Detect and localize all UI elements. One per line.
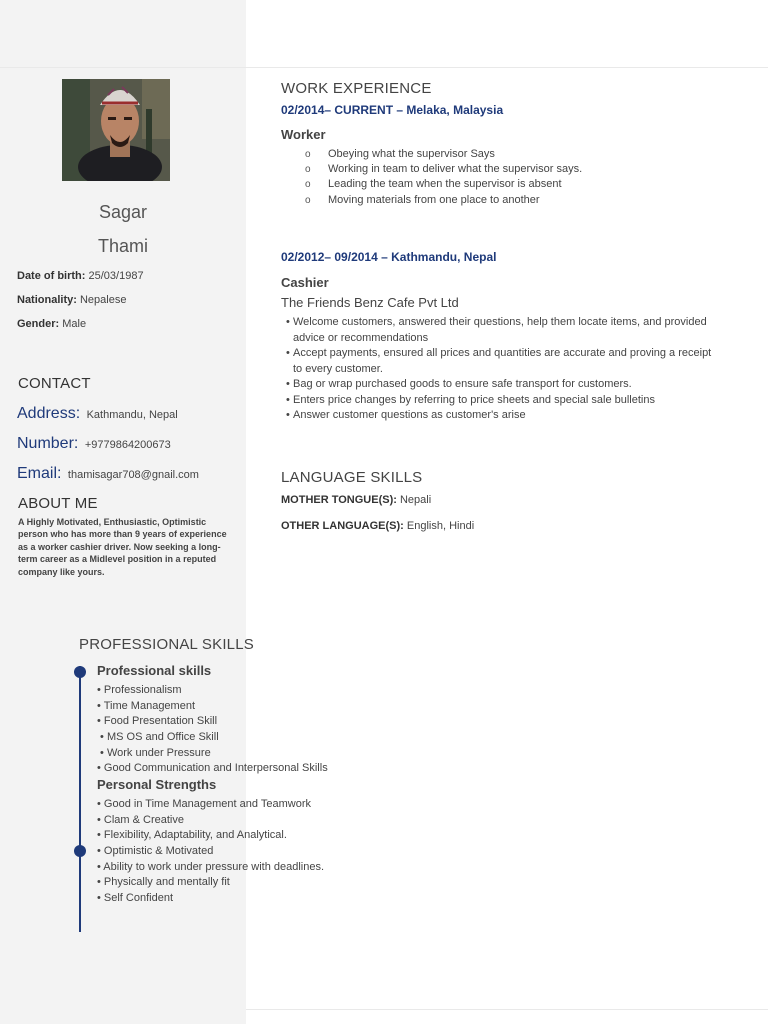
list-item: o Moving materials from one place to another	[305, 193, 540, 206]
timeline-dot-icon	[74, 845, 86, 857]
dob-row	[17, 270, 144, 282]
bullet-icon: •	[286, 378, 290, 390]
other-language-label: OTHER LANGUAGE(S):	[281, 520, 404, 532]
list-item: • Optimistic & Motivated	[97, 845, 214, 858]
nationality-value: Nepalese	[79, 294, 127, 306]
number-label: Number:	[17, 435, 79, 452]
job-dates: 02/2012– 09/2014 – Kathmandu, Nepal	[281, 250, 497, 264]
list-item: • Professionalism	[97, 684, 182, 696]
list-item: • Clam & Creative	[97, 813, 184, 826]
gender-value: Male	[62, 318, 87, 330]
bullet-icon: •	[286, 393, 290, 406]
circle-bullet-icon: o	[305, 179, 311, 191]
about-heading: ABOUT ME	[18, 495, 98, 512]
bottom-divider	[246, 1009, 768, 1010]
job-company: The Friends Benz Cafe Pvt Ltd	[281, 295, 459, 310]
mother-tongue-label: MOTHER TONGUE(S):	[281, 494, 397, 506]
bullet-icon: •	[286, 316, 290, 328]
address-row	[17, 405, 178, 423]
address-label: Address:	[17, 405, 81, 422]
list-item: • Bag or wrap purchased goods to ensure safe transport for customers.	[282, 377, 722, 393]
nationality-row	[17, 294, 126, 306]
address-value: Kathmandu, Nepal	[86, 409, 178, 421]
list-item: • Welcome customers, answered their questions, help them locate items, and provided advice or recommendations	[286, 316, 707, 344]
list-item: • MS OS and Office Skill	[97, 731, 219, 744]
list-item: • Enters price changes by referring to price sheets and special sale bulletins	[282, 393, 722, 409]
first-name: Sagar	[98, 202, 148, 222]
personal-strengths-title: Personal Strengths	[97, 777, 217, 792]
job-duties-list	[282, 315, 722, 424]
list-item: • Ability to work under pressure with deadlines.	[97, 860, 325, 873]
top-divider	[0, 67, 768, 68]
list-item: • Answer customer questions as customer's arise	[282, 408, 722, 424]
bullet-icon: •	[286, 347, 290, 359]
list-item: • Accept payments, ensured all prices and quantities are accurate and proving a receipt to every customer.	[286, 347, 712, 375]
list-item: o Leading the team when the supervisor is absent	[305, 178, 562, 191]
personal-strengths-list	[97, 797, 324, 907]
job-dates: 02/2014– CURRENT – Melaka, Malaysia	[281, 103, 504, 117]
circle-bullet-icon: o	[305, 194, 311, 206]
job-duties-list	[305, 147, 582, 208]
contact-heading: CONTACT	[18, 375, 91, 392]
number-row	[17, 435, 171, 453]
list-item: • Good Communication and Interpersonal Skills	[97, 762, 328, 775]
email-value: thamisagar708@gnail.com	[67, 469, 199, 481]
dob-value: 25/03/1987	[88, 270, 144, 282]
about-text: A Highly Motivated, Enthusiastic, Optimistic person who has more than 9 years of experience as a worker cashier driver. Now seeking a long-term career as a Midlevel position in a reputed company like yours.	[18, 517, 227, 577]
list-item: • Good in Time Management and Teamwork	[97, 798, 311, 810]
last-name: Thami	[97, 236, 148, 256]
other-language-row	[281, 520, 474, 532]
list-item: • Time Management	[97, 699, 196, 712]
circle-bullet-icon: o	[305, 164, 311, 176]
profile-photo	[62, 79, 170, 181]
timeline-line	[79, 666, 81, 932]
list-item: • Self Confident	[97, 892, 174, 905]
dob-label: Date of birth:	[17, 270, 86, 282]
bullet-icon: •	[286, 409, 290, 421]
job-role: Cashier	[281, 275, 329, 290]
email-label: Email:	[17, 465, 62, 482]
gender-row	[17, 318, 86, 330]
list-item: o Obeying what the supervisor Says	[305, 148, 495, 160]
mother-tongue-row	[281, 494, 431, 506]
job-role: Worker	[281, 127, 326, 142]
professional-skills-title: Professional skills	[97, 663, 212, 678]
email-row	[17, 465, 199, 483]
list-item: • Food Presentation Skill	[97, 715, 218, 728]
list-item: • Physically and mentally fit	[97, 876, 230, 889]
circle-bullet-icon: o	[305, 149, 311, 160]
work-heading: WORK EXPERIENCE	[281, 80, 432, 97]
list-item: o Working in team to deliver what the supervisor says.	[305, 163, 583, 176]
list-item: • Work under Pressure	[97, 746, 211, 759]
skills-heading: PROFESSIONAL SKILLS	[79, 636, 254, 653]
list-item: • Flexibility, Adaptability, and Analytical.	[97, 829, 287, 842]
other-language-value: English, Hindi	[406, 520, 475, 532]
professional-skills-list	[97, 683, 328, 777]
number-value: +9779864200673	[84, 439, 171, 451]
mother-tongue-value: Nepali	[399, 494, 432, 506]
language-heading: LANGUAGE SKILLS	[281, 469, 423, 486]
nationality-label: Nationality:	[17, 294, 77, 306]
timeline-dot-icon	[74, 666, 86, 678]
gender-label: Gender:	[17, 318, 60, 330]
